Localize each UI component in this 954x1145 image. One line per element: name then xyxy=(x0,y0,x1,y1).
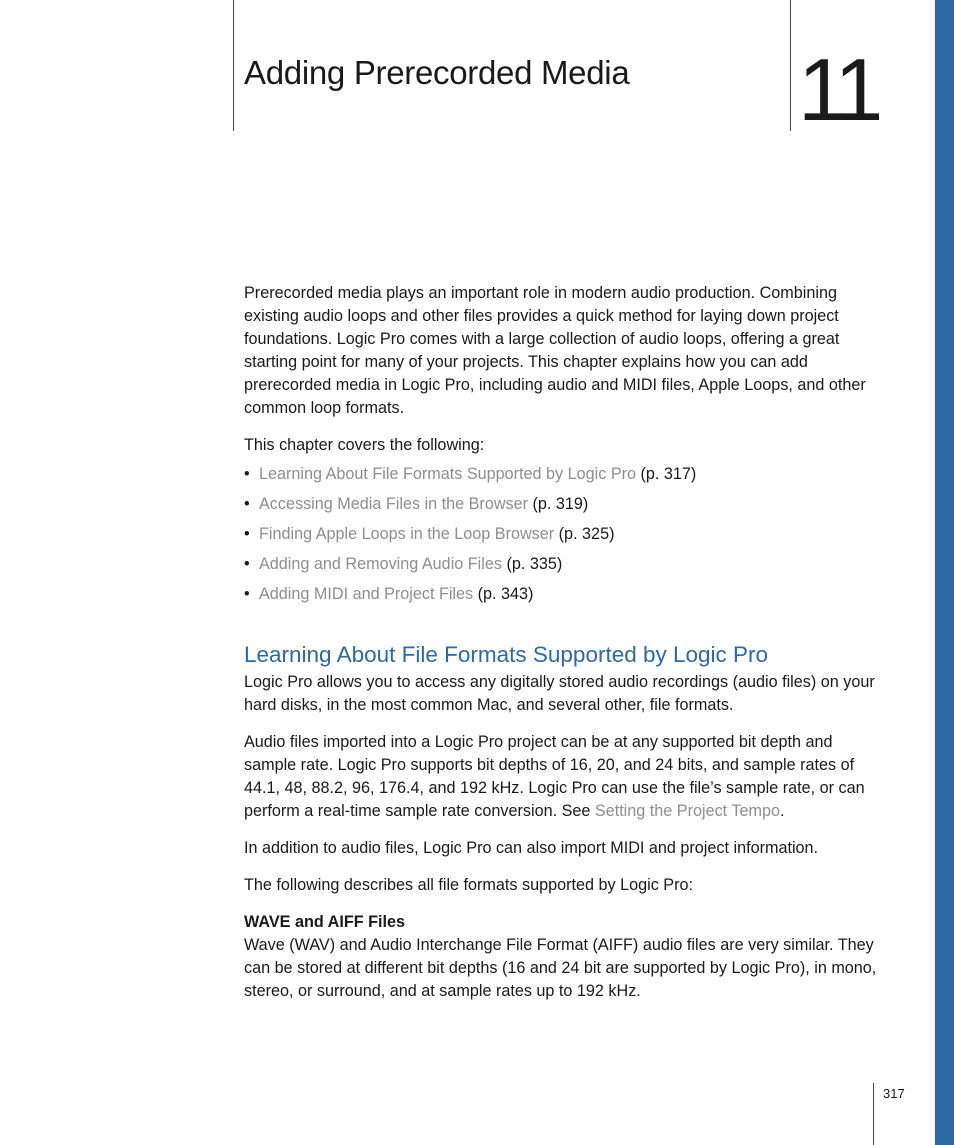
toc-item xyxy=(244,463,884,493)
sub-heading: WAVE and AIFF Files xyxy=(244,913,405,931)
chapter-number: 11 xyxy=(798,40,878,139)
page-content xyxy=(244,282,884,1017)
section-paragraph-3: In addition to audio files, Logic Pro can also import MIDI and project information. xyxy=(244,839,819,857)
toc-page-ref: (p. 343) xyxy=(473,585,534,603)
bullet: • xyxy=(244,555,250,573)
section-paragraph-1: Logic Pro allows you to access any digitally stored audio recordings (audio files) on your hard disks, in the most common Mac, and several other, file formats. xyxy=(244,673,875,714)
toc-link-midi-project[interactable]: Adding MIDI and Project Files xyxy=(259,585,474,603)
bullet: • xyxy=(244,495,250,513)
toc-page-ref: (p. 319) xyxy=(528,495,589,513)
header-rule-left xyxy=(233,0,234,131)
paragraph-text: Audio files imported into a Logic Pro project can be at any supported bit depth and sample rate. Logic Pro supports bit depths of 16, 20, and 24 bits, and sample rates of 44.1, 48, 88.2, 96, 176.4, and 192 kHz. Logic Pro can use the file’s sample rate, or can perform a real-time sample rate conversion. See xyxy=(244,733,865,820)
section-paragraph-4: The following describes all file formats supported by Logic Pro: xyxy=(244,876,693,894)
page-number: 317 xyxy=(883,1086,905,1101)
section-heading: Learning About File Formats Supported by Logic Pro xyxy=(244,642,769,667)
toc-item xyxy=(244,493,884,523)
header-rule-right xyxy=(790,0,791,131)
bullet: • xyxy=(244,465,250,483)
toc-page-ref: (p. 317) xyxy=(636,465,697,483)
link-setting-project-tempo[interactable]: Setting the Project Tempo xyxy=(594,802,780,820)
bullet: • xyxy=(244,585,250,603)
toc-item xyxy=(244,523,884,553)
chapter-toc xyxy=(244,463,884,613)
toc-link-loop-browser[interactable]: Finding Apple Loops in the Loop Browser xyxy=(259,525,555,543)
covers-label: This chapter covers the following: xyxy=(244,436,485,454)
toc-link-browser[interactable]: Accessing Media Files in the Browser xyxy=(259,495,528,513)
side-color-bar xyxy=(935,0,954,1145)
toc-page-ref: (p. 335) xyxy=(501,555,563,573)
toc-page-ref: (p. 325) xyxy=(554,525,615,543)
sub-paragraph: Wave (WAV) and Audio Interchange File Format (AIFF) audio files are very similar. They can be stored at different bit depths (16 and 24 bit are supported by Logic Pro), in mono, stereo, or surround, and at sample rates up to 192 kHz. xyxy=(244,936,877,1000)
section-paragraph-2 xyxy=(244,731,884,823)
toc-item xyxy=(244,553,884,583)
toc-link-audio-files[interactable]: Adding and Removing Audio Files xyxy=(259,555,502,573)
footer-rule xyxy=(873,1083,874,1145)
bullet: • xyxy=(244,525,250,543)
toc-item xyxy=(244,583,884,613)
paragraph-end: . xyxy=(779,802,785,820)
intro-paragraph: Prerecorded media plays an important role in modern audio production. Combining existing audio loops and other files provides a quick method for laying down project foundations. Logic Pro comes with a large collection of audio loops, offering a great starting point for many of your projects. This chapter explains how you can add prerecorded media in Logic Pro, including audio and MIDI files, Apple Loops, and other common loop formats. xyxy=(244,284,866,417)
chapter-title: Adding Prerecorded Media xyxy=(244,54,630,91)
toc-link-file-formats[interactable]: Learning About File Formats Supported by Logic Pro xyxy=(259,465,637,483)
